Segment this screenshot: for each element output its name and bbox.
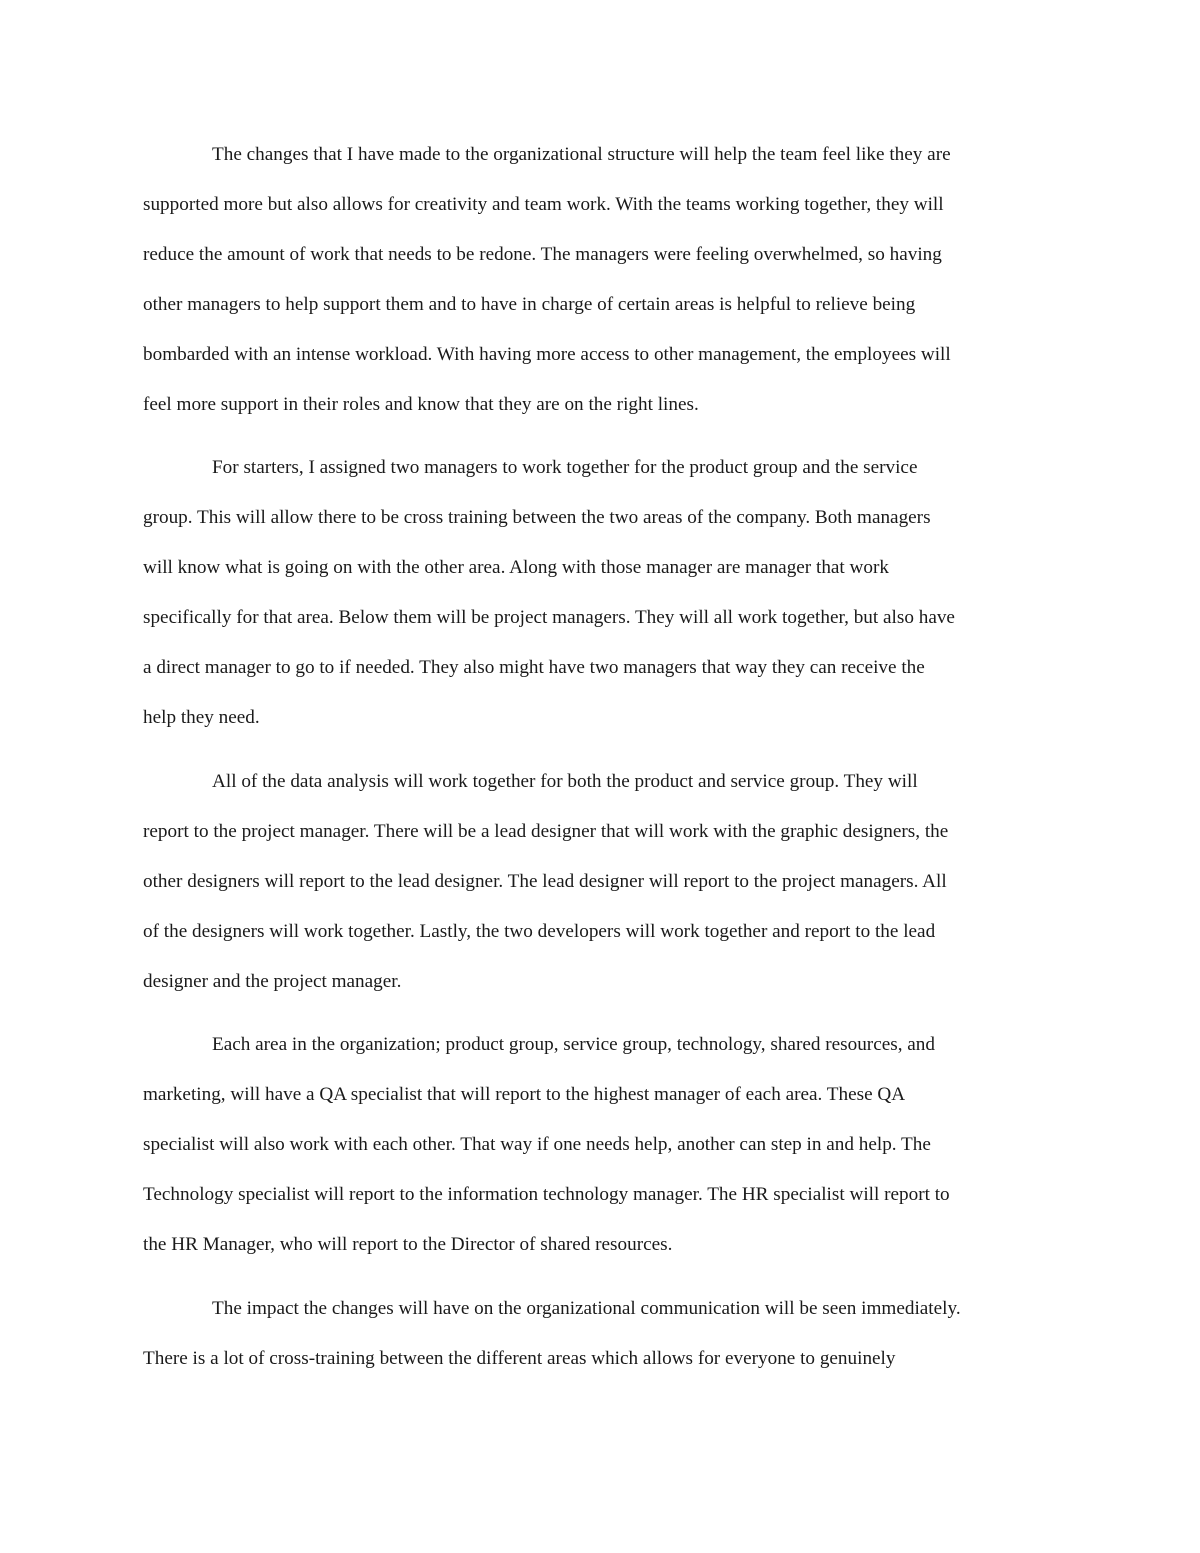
paragraph-line: other designers will report to the lead designer. The lead designer will report to the project managers. All <box>143 870 947 892</box>
document-body <box>143 130 1061 1384</box>
paragraph-line: The changes that I have made to the organizational structure will help the team feel like they are <box>212 144 951 165</box>
paragraph-2 <box>143 443 1061 742</box>
paragraph-3 <box>143 757 1061 1007</box>
paragraph-line: There is a lot of cross-training between the different areas which allows for everyone to genuinely <box>143 1347 896 1369</box>
paragraph-line: bombarded with an intense workload. With having more access to other management, the employees will <box>143 343 951 365</box>
paragraph-line: a direct manager to go to if needed. They also might have two managers that way they can receive the <box>143 657 925 679</box>
paragraph-line: reduce the amount of work that needs to be redone. The managers were feeling overwhelmed, so having <box>143 243 942 265</box>
paragraph-line: of the designers will work together. Lastly, the two developers will work together and report to the lead <box>143 920 936 942</box>
paragraph-line: For starters, I assigned two managers to work together for the product group and the service <box>212 457 918 479</box>
paragraph-line: Each area in the organization; product group, service group, technology, shared resources, and <box>212 1034 935 1056</box>
paragraph-line: other managers to help support them and to have in charge of certain areas is helpful to relieve being <box>143 293 916 315</box>
paragraph-line: supported more but also allows for creativity and team work. With the teams working together, they will <box>143 193 944 215</box>
paragraph-line: The impact the changes will have on the organizational communication will be seen immediately. <box>212 1297 961 1319</box>
paragraph-line: feel more support in their roles and know that they are on the right lines. <box>143 393 699 415</box>
paragraph-line: specialist will also work with each other. That way if one needs help, another can step in and help. The <box>143 1134 931 1156</box>
paragraph-line: Technology specialist will report to the information technology manager. The HR specialist will report to <box>143 1184 950 1206</box>
paragraph-line: All of the data analysis will work together for both the product and service group. They will <box>212 770 918 792</box>
paragraph-4 <box>143 1020 1061 1270</box>
paragraph-line: marketing, will have a QA specialist that will report to the highest manager of each area. These QA <box>143 1084 906 1106</box>
paragraph-line: specifically for that area. Below them will be project managers. They will all work together, but also have <box>143 607 955 629</box>
paragraph-line: help they need. <box>143 706 260 728</box>
paragraph-line: designer and the project manager. <box>143 970 402 992</box>
paragraph-line: will know what is going on with the other area. Along with those manager are manager that work <box>143 557 889 579</box>
paragraph-line: the HR Manager, who will report to the Director of shared resources. <box>143 1234 673 1256</box>
paragraph-line: report to the project manager. There will be a lead designer that will work with the graphic designers, the <box>143 820 949 842</box>
paragraph-1 <box>143 130 1061 429</box>
paragraph-line: group. This will allow there to be cross training between the two areas of the company. Both managers <box>143 507 931 529</box>
paragraph-5 <box>143 1284 1061 1384</box>
